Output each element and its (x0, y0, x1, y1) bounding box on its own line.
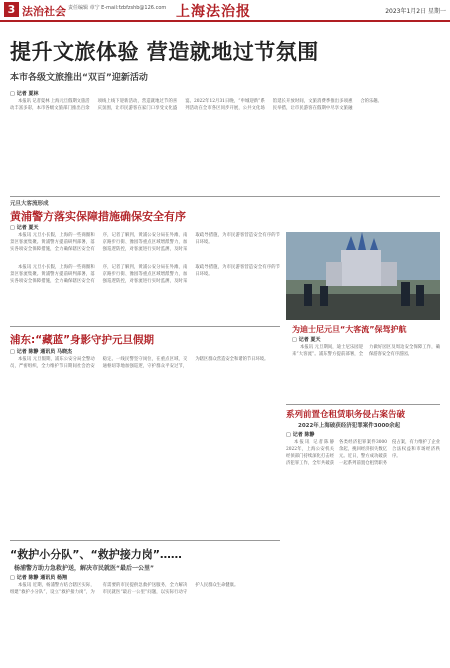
masthead (0, 0, 450, 22)
issue-date: 2023年1月2日 星期一 (385, 8, 446, 15)
editor-credits: 责任编辑 章宁 E-mail:fzbfzshb@126.com (68, 5, 167, 11)
story4-headline: 系列前置仓租赁职务侵占案告破 (286, 410, 406, 420)
story2-body-continued (10, 264, 280, 322)
story4-subhead: 2022年上海破获经济犯罪案件3000余起 (298, 423, 401, 429)
newspaper-logo: 上海法治报 (176, 4, 251, 20)
disney-photo (286, 232, 440, 320)
story3-author: □ 记者 陈静 通讯员 马晓杰 (10, 348, 72, 355)
section-name: 法治社会 (22, 5, 66, 18)
story2-author: □ 记者 夏天 (10, 224, 38, 231)
photo-caption-title: 为迪士尼元旦“大客流”保驾护航 (292, 325, 407, 334)
story3-body-text: 本报讯 元旦假期，浦东公安分局全警动员，严密组织，全力维护节日期间社会治安稳定。一线民警坚守岗位，在重点区域、交通枢纽等地加强巡逻，守护群众平安过节，为辖区群众营造安全和谐的节日环境。 (10, 357, 269, 369)
divider (286, 404, 440, 405)
story3-headline: 浦东:“藏蓝”身影守护元旦假期 (10, 334, 155, 346)
story2-headline: 黄浦警方落实保障措施确保安全有序 (10, 210, 186, 223)
story5-subhead: 杨浦警方助力急救护送，解决市民就医“最后一公里” (14, 565, 154, 572)
story5-headline: “救护小分队”、“救护接力岗”…… (10, 548, 182, 561)
story4-body (286, 439, 440, 663)
photo-caption-body (292, 344, 440, 400)
story5-author: □ 记者 陈静 通讯员 杨翔 (10, 574, 67, 581)
lead-headline: 提升文旅体验 营造就地过节氛围 (10, 40, 319, 64)
story5-body (10, 582, 280, 664)
divider (10, 540, 280, 541)
story2-body (10, 232, 280, 262)
lead-body-text: 本报讯 记者夏林 上海元旦假期文旅活动丰富多彩，本市各级文旅部门推出百余项线上线下迎新活动，营造就地过节的喜庆氛围，让市民游客在家门口享受文化盛宴。2022年12月31日晚，“申城迎新”系列活动在全市各区同步开展，公共文化场馆延长开放时间，文旅消费季推出多项惠民举措，让市民游客在假期中尽享文旅融合的乐趣。 (10, 99, 382, 111)
story4-body-text: 本报讯 记者陈静 2022年，上海公安机关经侦部门持续深化打击经济犯罪工作，全年共破获各类经济犯罪案件3000余起，挽回经济损失数亿元。近日，警方成功破获一起系列前置仓租赁职务侵占案，有力维护了企业合法权益和市场经济秩序。 (286, 440, 440, 466)
divider (10, 196, 440, 197)
story4-author: □ 记者 陈静 (286, 431, 314, 438)
story5-body-text: 本报讯 近期，杨浦警方结合辖区实际，组建“救护小分队”，设立“救护接力岗”，为有需要的市民提供急救护送服务，全力解决市民就医“最后一公里”问题，以实际行动守护人民群众生命健康。 (10, 583, 239, 595)
divider (10, 326, 280, 327)
story2-body-text: 本报讯 元旦小长假，上海的一些商圈和景区客流集聚。黄浦警方提前研判部署，落实各项安全保障措施，全力确保辖区安全有序，记者了解到，黄浦公安分局在外滩、南京路步行街、豫园等重点区域增派警力，加强巡逻防控，对客流进行实时监测，及时采取疏导措施，为市民游客营造安全有序的节日环境。 (10, 233, 280, 252)
photo-caption-author: □ 记者 夏天 (292, 336, 320, 343)
photo-caption-text: 本报讯 元旦期间，迪士尼乐园迎来“大客流”。浦东警方提前部署，全力做好园区及周边安全保障工作，确保游客安全有序游园。 (292, 345, 440, 357)
story3-body (10, 356, 280, 534)
lead-body (10, 98, 440, 193)
page-number: 3 (4, 2, 19, 17)
lead-author: □ 记者 夏林 (10, 90, 38, 97)
disney-photo-illustration (286, 232, 440, 320)
story2-kicker: 元旦大客流形成 (10, 201, 49, 207)
story2-body-text-continued: 本报讯 元旦小长假，上海的一些商圈和景区客流集聚。黄浦警方提前研判部署，落实各项安全保障措施，全力确保辖区安全有序，记者了解到，黄浦公安分局在外滩、南京路步行街、豫园等重点区域增派警力，加强巡逻防控，对客流进行实时监测，及时采取疏导措施，为市民游客营造安全有序的节日环境。 (10, 265, 280, 284)
lead-subhead: 本市各级文旅推出“双百”迎新活动 (10, 73, 148, 83)
